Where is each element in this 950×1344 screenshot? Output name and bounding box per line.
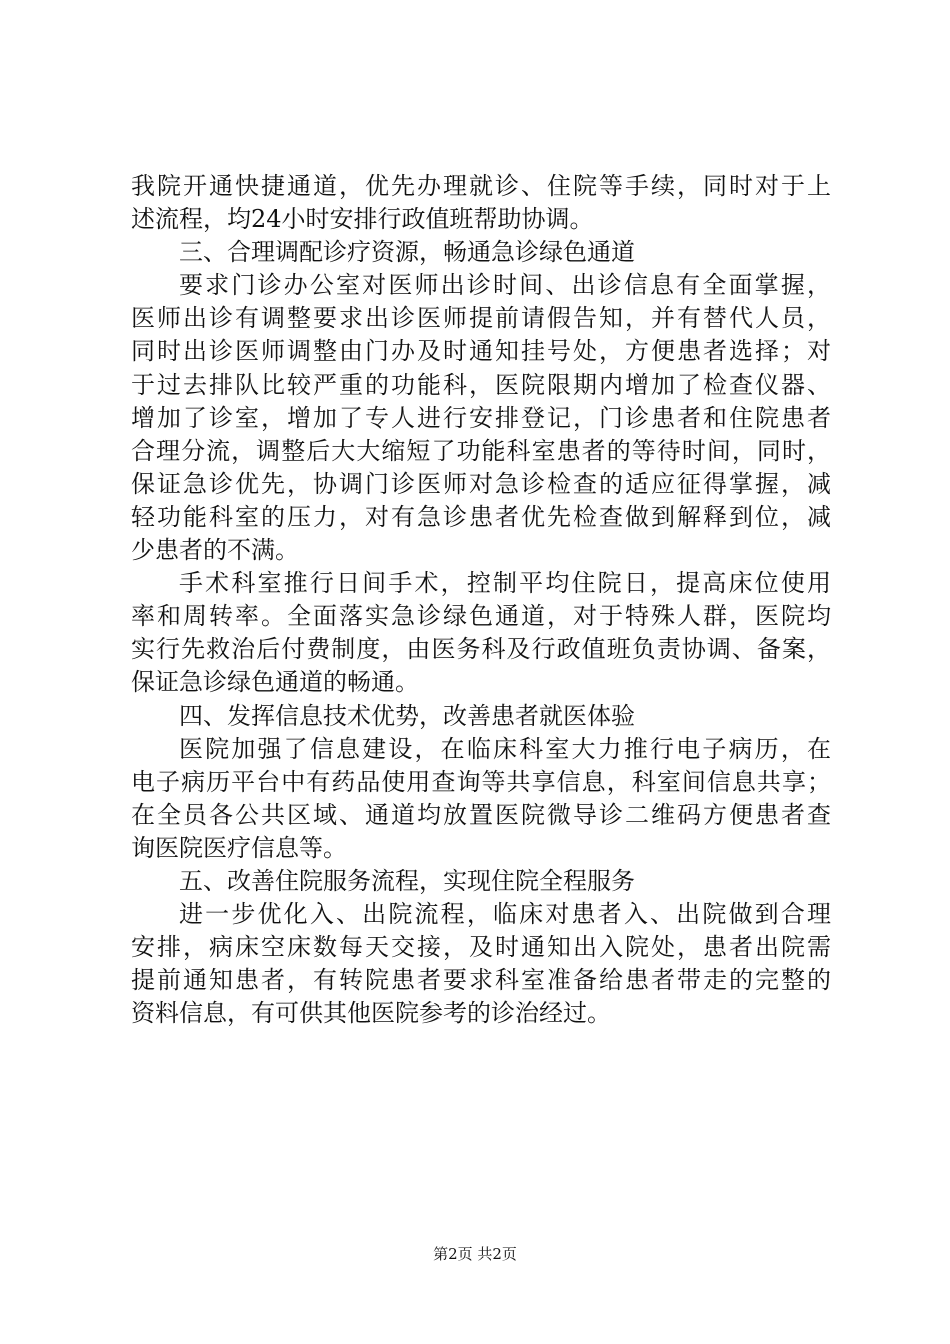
text-line: 实行先救治后付费制度，由医务科及行政值班负责协调、备案，: [131, 635, 831, 664]
text-line: 在全员各公共区域、通道均放置医院微导诊二维码方便患者查: [131, 800, 831, 829]
text-line: 询医院医疗信息等。: [131, 833, 347, 862]
text-line: 合理分流，调整后大大缩短了功能科室患者的等待时间，同时，: [131, 436, 831, 465]
text-line: 述流程，均24小时安排行政值班帮助协调。: [131, 205, 594, 234]
text-line: 保证急诊优先，协调门诊医师对急诊检查的适应征得掌握，减: [131, 469, 831, 498]
text-line: 三、合理调配诊疗资源，畅通急诊绿色通道: [179, 238, 635, 267]
text-line: 资料信息，有可供其他医院参考的诊治经过。: [131, 999, 611, 1028]
text-line: 进一步优化入、出院流程，临床对患者入、出院做到合理: [179, 900, 831, 929]
page-footer: [0, 1244, 950, 1264]
text-line: 四、发挥信息技术优势，改善患者就医体验: [179, 701, 635, 730]
text-line: 增加了诊室，增加了专人进行安排登记，门诊患者和住院患者: [131, 403, 831, 432]
text-line: 电子病历平台中有药品使用查询等共享信息，科室间信息共享；: [131, 767, 831, 796]
text-line: 手术科室推行日间手术，控制平均住院日，提高床位使用: [179, 569, 831, 598]
page-number-label: 第2页 共2页: [433, 1245, 517, 1263]
text-line: 于过去排队比较严重的功能科，医院限期内增加了检查仪器、: [131, 370, 831, 399]
text-line: 我院开通快捷通道，优先办理就诊、住院等手续，同时对于上: [131, 172, 831, 200]
text-line: 轻功能科室的压力，对有急诊患者优先检查做到解释到位，减: [131, 502, 831, 531]
text-line: 医师出诊有调整要求出诊医师提前请假告知，并有替代人员，: [131, 304, 831, 333]
document-body: [131, 170, 831, 1030]
text-line: 同时出诊医师调整由门办及时通知挂号处，方便患者选择；对: [131, 337, 831, 366]
text-line: 五、改善住院服务流程，实现住院全程服务: [179, 866, 635, 895]
text-line: 率和周转率。全面落实急诊绿色通道，对于特殊人群，医院均: [131, 602, 831, 631]
text-line: 要求门诊办公室对医师出诊时间、出诊信息有全面掌握，: [179, 271, 831, 300]
text-line: 医院加强了信息建设，在临床科室大力推行电子病历，在: [179, 734, 831, 763]
text-line: 安排，病床空床数每天交接，及时通知出入院处，患者出院需: [131, 933, 831, 962]
text-line: 保证急诊绿色通道的畅通。: [131, 668, 419, 697]
text-line: 提前通知患者，有转院患者要求科室准备给患者带走的完整的: [131, 966, 831, 995]
text-line: 少患者的不满。: [131, 536, 299, 565]
